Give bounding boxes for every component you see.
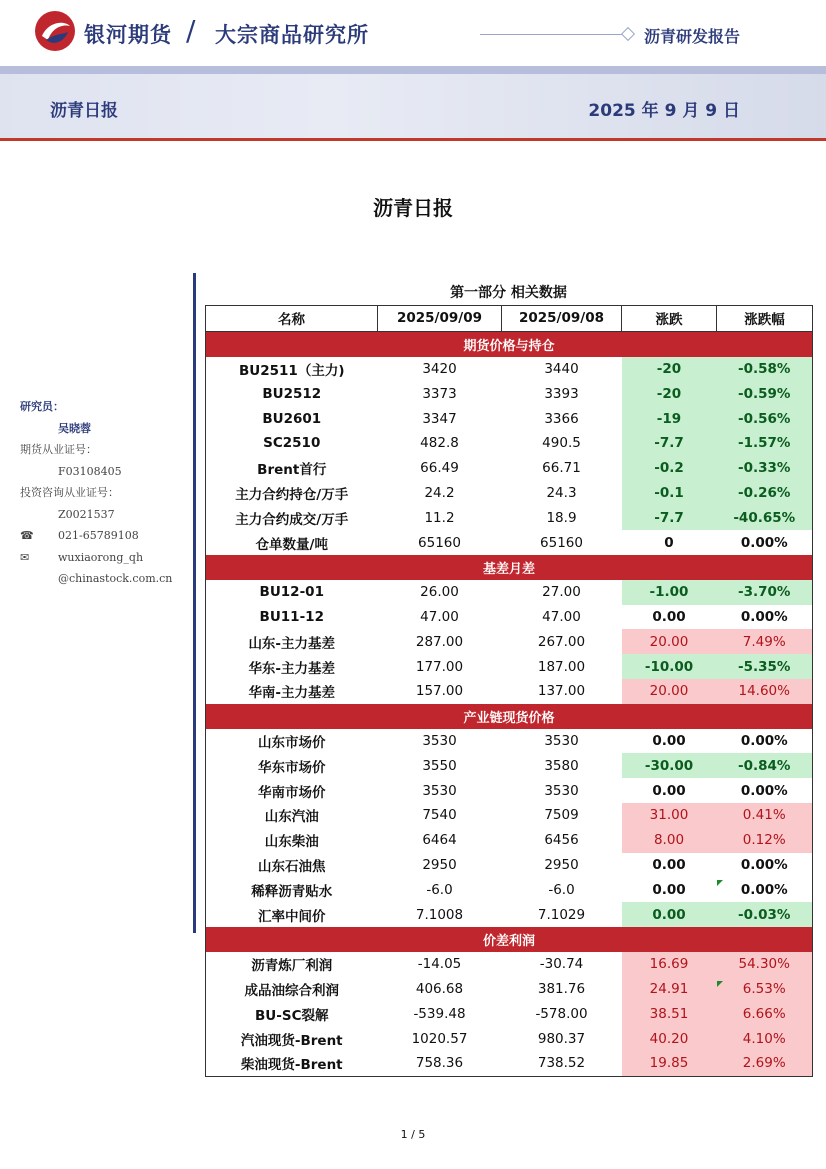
value-prev: 18.9 — [546, 509, 577, 526]
change-cell: 0.00 — [652, 732, 686, 749]
value-today: 3420 — [422, 360, 457, 377]
value-prev: 3530 — [544, 732, 579, 749]
change-cell: -0.1 — [622, 481, 717, 506]
value-prev: 3440 — [544, 360, 579, 377]
row-name: SC2510 — [263, 435, 321, 452]
comment-marker-icon — [717, 981, 723, 987]
row-name: BU-SC裂解 — [255, 1007, 329, 1024]
value-prev: 267.00 — [537, 633, 586, 650]
brand-name: 银河期货 — [84, 23, 172, 47]
author-sidebar — [20, 396, 190, 590]
change-cell: 19.85 — [622, 1051, 717, 1076]
value-today: 24.2 — [424, 484, 455, 501]
col-header-name: 名称 — [206, 306, 378, 332]
table-row — [206, 530, 813, 555]
value-today: 65160 — [418, 534, 461, 551]
change-pct-cell: 0.00% — [740, 782, 788, 799]
researcher-name: 吴晓蓉 — [58, 421, 91, 435]
change-pct-cell: 7.49% — [717, 629, 813, 654]
value-today: 157.00 — [415, 683, 464, 700]
change-pct-cell: -0.59% — [717, 381, 813, 406]
change-pct-cell: 0.00% — [740, 856, 788, 873]
change-pct-cell: 0.00% — [740, 608, 788, 625]
change-pct-cell: -1.57% — [717, 431, 813, 456]
band-title: 沥青日报 — [50, 101, 118, 121]
row-name: BU11-12 — [259, 608, 324, 625]
table-row — [206, 679, 813, 704]
value-today: 758.36 — [378, 1051, 502, 1076]
value-prev: 2950 — [544, 856, 579, 873]
table-row — [206, 1001, 813, 1026]
galaxy-logo-icon — [34, 10, 76, 52]
value-today: 2950 — [422, 856, 457, 873]
value-prev: 66.71 — [542, 460, 581, 477]
value-prev: 3366 — [544, 410, 579, 427]
change-cell: 38.51 — [622, 1001, 717, 1026]
table-header-row — [206, 306, 813, 332]
row-name: 主力合约持仓/万手 — [235, 486, 349, 503]
change-cell: 40.20 — [622, 1026, 717, 1051]
section-title: 期货价格与持仓 — [206, 331, 813, 356]
change-pct-cell: -0.26% — [717, 481, 813, 506]
table-row — [206, 605, 813, 630]
table-row — [206, 803, 813, 828]
row-name: 山东石油焦 — [258, 858, 326, 875]
table-row — [206, 952, 813, 977]
license-label: 期货从业证号： — [20, 443, 97, 456]
value-today: -14.05 — [417, 956, 462, 973]
row-name: BU2512 — [262, 385, 322, 402]
table-row — [206, 580, 813, 605]
row-name: 汽油现货-Brent — [240, 1032, 343, 1049]
page-title: 沥青日报 — [373, 196, 453, 220]
row-name: 柴油现货-Brent — [206, 1051, 378, 1076]
col-header-date1: 2025/09/09 — [378, 306, 502, 332]
value-prev: 6456 — [544, 832, 579, 849]
row-name: 华东-主力基差 — [248, 660, 336, 677]
value-prev: 24.3 — [546, 484, 577, 501]
table-row — [206, 753, 813, 778]
value-today: 406.68 — [415, 980, 464, 997]
change-cell: -20 — [622, 357, 717, 382]
value-today: 26.00 — [420, 584, 459, 601]
value-prev: 3580 — [544, 757, 579, 774]
row-name: 华东市场价 — [258, 759, 326, 776]
change-cell: 20.00 — [622, 629, 717, 654]
email-user[interactable]: wuxiaorong_qh — [58, 550, 144, 564]
value-today: 3530 — [422, 732, 457, 749]
value-today: 3347 — [422, 410, 457, 427]
row-name: 仓单数量/吨 — [255, 536, 328, 553]
change-cell: 31.00 — [622, 803, 717, 828]
row-name: BU12-01 — [259, 584, 324, 601]
change-cell: 0.00 — [652, 608, 686, 625]
change-pct-cell: 0.12% — [717, 828, 813, 853]
phone-icon: ☎ — [20, 529, 34, 542]
change-pct-cell: 6.66% — [717, 1001, 813, 1026]
page-number: 1 / 5 — [400, 1128, 426, 1141]
table-row — [206, 505, 813, 530]
change-cell: 0.00 — [622, 902, 717, 927]
row-name: BU2511（主力) — [239, 362, 345, 379]
section-header-row — [206, 331, 813, 356]
change-pct-cell: -5.35% — [717, 654, 813, 679]
value-today: 3373 — [422, 385, 457, 402]
section-header-row — [206, 704, 813, 729]
table-row — [206, 481, 813, 506]
change-pct-cell: 54.30% — [717, 952, 813, 977]
value-prev: 187.00 — [537, 658, 586, 675]
table-row — [206, 1026, 813, 1051]
section-title: 价差利润 — [206, 927, 813, 952]
change-cell: 24.91 — [622, 977, 717, 1002]
row-name: 山东柴油 — [264, 834, 319, 851]
mail-icon: ✉ — [20, 550, 30, 564]
value-prev: 3530 — [544, 782, 579, 799]
change-pct-cell: 6.53% — [717, 977, 813, 1002]
value-prev: 27.00 — [542, 584, 581, 601]
change-cell: 0.00 — [652, 856, 686, 873]
value-today: 7.1008 — [415, 906, 464, 923]
change-pct-cell: 0.41% — [717, 803, 813, 828]
table-row — [206, 431, 813, 456]
report-date: 2025 年 9 月 9 日 — [588, 101, 740, 121]
value-today: -6.0 — [426, 881, 453, 898]
value-prev: 137.00 — [537, 683, 586, 700]
row-name: 成品油综合利润 — [244, 982, 339, 999]
value-prev: 65160 — [540, 534, 583, 551]
section-title: 基差月差 — [206, 555, 813, 580]
header-band-red-line — [0, 138, 826, 141]
col-header-change: 涨跌 — [622, 306, 717, 332]
diamond-icon — [621, 27, 635, 41]
change-cell: -0.2 — [622, 456, 717, 481]
change-cell: -7.7 — [622, 505, 717, 530]
change-cell: 20.00 — [622, 679, 717, 704]
change-cell: 0.00 — [652, 782, 686, 799]
table-row — [206, 357, 813, 382]
change-pct-cell: -0.56% — [717, 406, 813, 431]
header-divider: / — [186, 14, 196, 47]
value-today: -539.48 — [413, 1005, 466, 1022]
value-today: 47.00 — [420, 608, 459, 625]
row-name: 山东-主力基差 — [248, 635, 336, 652]
change-pct-cell: -0.33% — [717, 456, 813, 481]
change-pct-cell: 4.10% — [717, 1026, 813, 1051]
change-pct-cell: 2.69% — [717, 1051, 813, 1076]
value-today: 6464 — [422, 832, 457, 849]
change-cell: -20 — [622, 381, 717, 406]
table-row — [206, 729, 813, 754]
table-row — [206, 381, 813, 406]
table-row — [206, 1051, 813, 1076]
change-cell: -7.7 — [622, 431, 717, 456]
table-row — [206, 629, 813, 654]
phone-number: 021-65789108 — [58, 529, 139, 542]
table-row — [206, 778, 813, 803]
value-prev: 980.37 — [537, 1030, 586, 1047]
change-cell: 16.69 — [622, 952, 717, 977]
value-prev: -30.74 — [539, 956, 584, 973]
value-prev: 490.5 — [542, 435, 581, 452]
change-pct-cell: -0.03% — [717, 902, 813, 927]
value-today: 482.8 — [420, 435, 459, 452]
value-prev: -578.00 — [535, 1005, 588, 1022]
row-name: 山东汽油 — [264, 809, 319, 826]
row-name: 山东市场价 — [258, 734, 326, 751]
change-pct-cell: -3.70% — [717, 580, 813, 605]
section-title: 产业链现货价格 — [206, 704, 813, 729]
change-pct-cell: -0.84% — [717, 753, 813, 778]
institute-name: 大宗商品研究所 — [215, 23, 369, 47]
header-band-stripe — [0, 66, 826, 74]
change-cell: -10.00 — [622, 654, 717, 679]
consult-label: 投资咨询从业证号： — [20, 486, 119, 499]
email-domain[interactable]: @chinastock.com.cn — [58, 572, 173, 585]
change-pct-cell: -40.65% — [717, 505, 813, 530]
value-prev: 3393 — [544, 385, 579, 402]
table-row — [206, 654, 813, 679]
value-prev: -6.0 — [548, 881, 575, 898]
table-row — [206, 902, 813, 927]
change-cell: -30.00 — [622, 753, 717, 778]
sidebar-divider — [193, 273, 196, 933]
table-title: 第一部分 相关数据 — [450, 285, 567, 301]
change-cell: -1.00 — [622, 580, 717, 605]
table-row — [206, 456, 813, 481]
value-today: 1020.57 — [411, 1030, 468, 1047]
row-name: 汇率中间价 — [258, 908, 326, 925]
change-cell: -19 — [622, 406, 717, 431]
value-today: 3530 — [422, 782, 457, 799]
row-name: 华南-主力基差 — [248, 685, 336, 702]
value-today: 287.00 — [415, 633, 464, 650]
change-cell: 0.00 — [652, 881, 686, 898]
value-today: 66.49 — [420, 460, 459, 477]
change-pct-cell: -0.58% — [717, 357, 813, 382]
value-prev: 7.1029 — [537, 906, 586, 923]
section-header-row — [206, 555, 813, 580]
value-prev: 738.52 — [502, 1051, 622, 1076]
license-number: F03108405 — [58, 464, 122, 478]
col-header-pct: 涨跌幅 — [717, 306, 813, 332]
data-table — [205, 305, 813, 1077]
row-name: 稀释沥青贴水 — [251, 883, 333, 900]
row-name: Brent首行 — [257, 462, 327, 479]
row-name: 华南市场价 — [258, 784, 326, 801]
change-pct-cell: 0.00% — [740, 881, 788, 898]
value-prev: 7509 — [544, 807, 579, 824]
change-cell: 0 — [664, 534, 674, 551]
row-name: 沥青炼厂利润 — [251, 958, 333, 975]
table-row — [206, 853, 813, 878]
report-type: 沥青研发报告 — [644, 27, 741, 46]
change-pct-cell: 14.60% — [717, 679, 813, 704]
table-row — [206, 406, 813, 431]
value-today: 3550 — [422, 757, 457, 774]
value-prev: 47.00 — [542, 608, 581, 625]
section-header-row — [206, 927, 813, 952]
report-header — [0, 0, 826, 66]
change-pct-cell: 0.00% — [740, 732, 788, 749]
value-today: 7540 — [422, 807, 457, 824]
col-header-date2: 2025/09/08 — [502, 306, 622, 332]
value-today: 11.2 — [424, 509, 455, 526]
comment-marker-icon — [717, 880, 723, 886]
change-pct-cell: 0.00% — [740, 534, 788, 551]
table-row — [206, 828, 813, 853]
change-cell: 8.00 — [622, 828, 717, 853]
value-prev: 381.76 — [537, 980, 586, 997]
header-rule — [480, 34, 622, 35]
value-today: 177.00 — [415, 658, 464, 675]
consult-number: Z0021537 — [58, 507, 115, 521]
row-name: 主力合约成交/万手 — [235, 511, 349, 528]
researcher-label: 研究员： — [20, 400, 64, 413]
row-name: BU2601 — [262, 410, 322, 427]
